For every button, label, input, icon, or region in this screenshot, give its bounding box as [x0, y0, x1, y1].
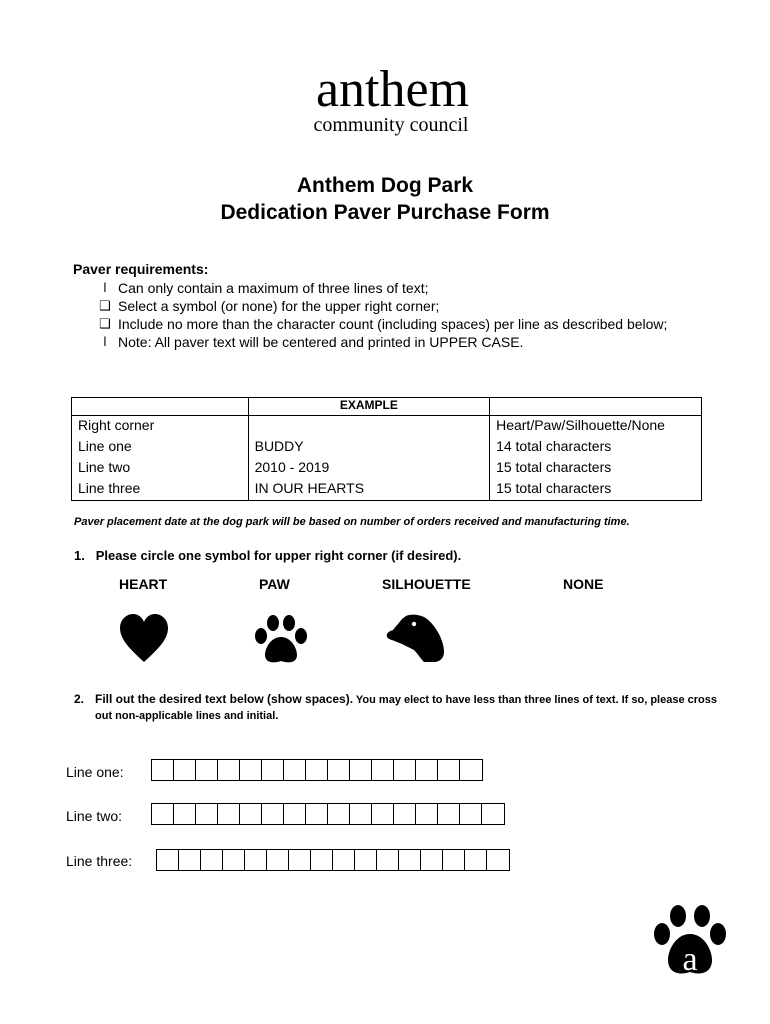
- line-one-label: Line one:: [66, 764, 124, 780]
- question-text: Fill out the desired text below (show spaces).: [95, 692, 354, 706]
- line-two-input[interactable]: [151, 803, 505, 825]
- requirement-item: l Can only contain a maximum of three lines of text;: [98, 279, 698, 297]
- requirement-item: ❑ Select a symbol (or none) for the upper right corner;: [99, 298, 440, 314]
- table-row: [72, 416, 702, 438]
- requirement-item: l Note: All paver text will be centered and printed in UPPER CASE.: [98, 333, 698, 351]
- question-1: [74, 548, 461, 563]
- heart-icon[interactable]: [119, 614, 169, 664]
- table-cell-rule: 14 total characters: [490, 437, 702, 458]
- bullet-icon: l: [103, 280, 107, 295]
- table-cell-label: Line two: [72, 458, 249, 479]
- table-header-row: [72, 398, 702, 416]
- symbol-label-silhouette: SILHOUETTE: [382, 576, 471, 592]
- question-2: [74, 692, 724, 724]
- table-cell-example: IN OUR HEARTS: [248, 479, 489, 501]
- table-cell-label: Line one: [72, 437, 249, 458]
- table-cell-rule: Heart/Paw/Silhouette/None: [490, 416, 702, 438]
- table-row: [72, 458, 702, 479]
- symbol-label-heart: HEART: [119, 576, 168, 592]
- symbol-label-none: NONE: [563, 576, 604, 592]
- line-three-label: Line three:: [66, 853, 133, 869]
- paw-icon[interactable]: [253, 615, 309, 665]
- checkbox-bullet-icon: ❑: [99, 316, 111, 331]
- question-number: 2.: [74, 692, 85, 706]
- line-three-input[interactable]: [156, 849, 510, 871]
- question-instructions: You may elect to have less than three lines of text. If so, please cross out non-applicable lines and initial.: [95, 694, 717, 722]
- line-one-input[interactable]: [151, 759, 483, 781]
- page-subtitle: Dedication Paver Purchase Form: [220, 201, 550, 224]
- table-header: EXAMPLE: [248, 398, 489, 416]
- requirements-list: [98, 279, 698, 351]
- logo-anthem: anthem: [315, 61, 470, 118]
- dog-silhouette-icon[interactable]: [384, 614, 446, 664]
- requirement-item: ❑ Include no more than the character count (including spaces) per line as described below;: [99, 316, 668, 332]
- logo-letter: a: [682, 941, 698, 978]
- logo-subtitle: community council: [313, 114, 469, 136]
- table-cell-rule: 15 total characters: [490, 479, 702, 501]
- page-title: Anthem Dog Park: [296, 174, 474, 197]
- question-text: Please circle one symbol for upper right corner (if desired).: [95, 548, 462, 563]
- table-cell-label: Line three: [72, 479, 249, 501]
- table-cell-label: Right corner: [72, 416, 249, 438]
- bullet-icon: l: [103, 334, 107, 349]
- table-cell-example: 2010 - 2019: [248, 458, 489, 479]
- table-cell-example: [248, 416, 489, 438]
- requirements-heading: Paver requirements:: [73, 261, 209, 277]
- question-number: 1.: [74, 548, 85, 563]
- placement-note: Paver placement date at the dog park will be based on number of orders received and manufacturing time.: [74, 516, 630, 528]
- symbol-label-paw: PAW: [259, 576, 290, 592]
- table-row: [72, 479, 702, 501]
- example-table: [71, 397, 702, 501]
- table-cell-example: BUDDY: [248, 437, 489, 458]
- paw-a-logo-icon: [652, 904, 728, 978]
- table-row: [72, 437, 702, 458]
- line-two-label: Line two:: [66, 808, 123, 824]
- table-cell-rule: 15 total characters: [490, 458, 702, 479]
- checkbox-bullet-icon: ❑: [99, 298, 111, 313]
